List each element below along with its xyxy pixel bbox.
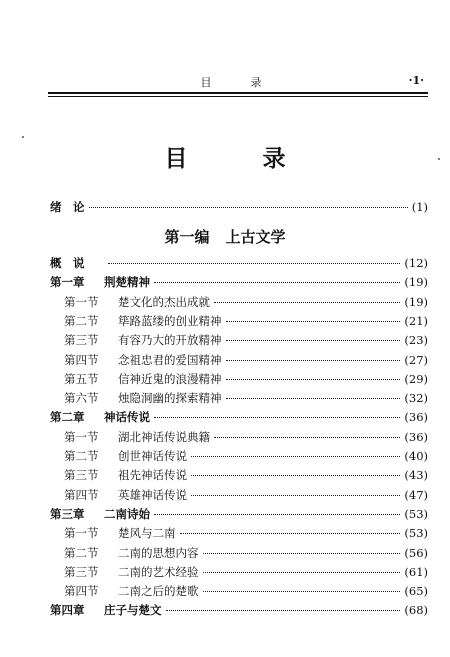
toc-entry-number: 第二章 xyxy=(50,410,85,425)
toc-entry-title: 神话传说 xyxy=(104,410,150,425)
scan-speck xyxy=(22,136,24,138)
toc-entry-label xyxy=(50,254,104,272)
toc-entry-page: (47) xyxy=(404,487,428,502)
toc-entry-title: 英雄神话传说 xyxy=(118,487,187,502)
toc-entry-page: (61) xyxy=(404,564,428,579)
toc-entry-page: (36) xyxy=(404,429,428,444)
toc-entry-title: 荆楚精神 xyxy=(104,275,150,290)
toc-entry-title: 创世神话传说 xyxy=(118,449,187,463)
toc-entry-number: 第一节 xyxy=(64,294,99,309)
toc-entry-title: 二南之后的楚歌 xyxy=(118,584,199,599)
toc-entry-label xyxy=(50,466,187,484)
toc-entry-label xyxy=(50,312,222,330)
part-heading xyxy=(0,226,450,247)
toc-entry-number: 第五节 xyxy=(64,371,99,386)
toc-leader xyxy=(108,263,400,264)
toc-entry-number: 第三节 xyxy=(64,564,99,579)
toc-entry-number: 概 说 xyxy=(50,256,85,270)
toc-entry-title: 筚路蓝缕的创业精神 xyxy=(118,313,222,328)
toc-section-row[interactable] xyxy=(50,351,428,369)
toc-leader xyxy=(166,610,401,611)
toc-entry-page: (29) xyxy=(404,371,428,386)
toc-entry-page: (53) xyxy=(404,506,428,521)
toc-leader xyxy=(203,591,401,592)
toc-entry-title: 二南诗始 xyxy=(104,506,150,521)
toc-entry-label xyxy=(50,447,187,465)
toc-section-row[interactable] xyxy=(50,447,428,465)
toc-entry-number: 第二节 xyxy=(64,545,99,560)
toc-section-row[interactable] xyxy=(50,466,428,484)
toc-entry-label xyxy=(50,351,222,369)
toc-entry-title: 信神近鬼的浪漫精神 xyxy=(118,371,222,386)
toc-leader xyxy=(154,514,400,515)
toc-entry-page: (23) xyxy=(404,333,428,348)
toc-entry-number: 第三节 xyxy=(64,333,99,348)
toc-leader xyxy=(226,321,401,322)
toc-entry-title: 二南的艺术经验 xyxy=(118,564,199,579)
toc-leader xyxy=(180,533,401,534)
toc-leader xyxy=(226,360,401,361)
toc-entry-title: 庄子与楚文 xyxy=(104,603,162,618)
toc-entry-page: (56) xyxy=(404,545,428,560)
toc-leader xyxy=(89,207,408,208)
toc-section-row[interactable] xyxy=(50,582,428,600)
toc-entry-label xyxy=(50,273,150,291)
toc-entry-number: 第四节 xyxy=(64,584,99,599)
toc-entry-number: 第一节 xyxy=(64,429,99,444)
toc-entry-label xyxy=(50,524,176,542)
toc-entry-number: 第六节 xyxy=(64,391,99,406)
toc-leader xyxy=(203,553,401,554)
toc-chapter-row[interactable] xyxy=(50,505,428,523)
toc-section-row[interactable] xyxy=(50,331,428,349)
toc-section-row[interactable] xyxy=(50,389,428,407)
toc-leader xyxy=(191,456,400,457)
toc-entry-title: 楚风与二南 xyxy=(118,526,176,541)
toc-entry-title: 楚文化的杰出成就 xyxy=(118,294,210,309)
page-title: 目 录 xyxy=(164,145,312,172)
toc-entry-title: 祖先神话传说 xyxy=(118,468,187,483)
toc-entry-label xyxy=(50,601,162,619)
toc-entry-page: (19) xyxy=(404,275,428,290)
toc-section-row[interactable] xyxy=(50,370,428,388)
toc-entry-title: 念祖忠君的爱国精神 xyxy=(118,352,222,367)
toc-section-row[interactable] xyxy=(50,486,428,504)
toc-entry-page: (68) xyxy=(404,603,428,618)
toc-section-row[interactable] xyxy=(50,524,428,542)
toc-leader xyxy=(214,437,400,438)
toc-entry-page: (65) xyxy=(404,584,428,599)
toc-leader xyxy=(191,475,400,476)
toc-intro-label: 绪 论 xyxy=(50,200,85,214)
toc-entry-number: 第二节 xyxy=(64,449,99,463)
toc-section-row[interactable] xyxy=(50,428,428,446)
toc-entry-number: 第一节 xyxy=(64,526,99,541)
toc-chapter-row[interactable] xyxy=(50,254,428,272)
toc-entry-label xyxy=(50,563,199,581)
toc-entry-number: 第四节 xyxy=(64,487,99,502)
toc-intro[interactable] xyxy=(50,198,428,216)
toc-entry-label xyxy=(50,582,199,600)
toc-entry-page: (43) xyxy=(404,468,428,483)
toc-entry-title: 二南的思想内容 xyxy=(118,545,199,560)
toc-entry-label xyxy=(50,389,222,407)
toc-entry-page: (53) xyxy=(404,526,428,541)
toc-leader xyxy=(226,379,401,380)
part-name: 上古文学 xyxy=(225,228,286,246)
toc-entry-number: 第二节 xyxy=(64,313,99,328)
toc-entry-page: (12) xyxy=(404,256,428,270)
header-rule-thin xyxy=(48,96,428,97)
toc-leader xyxy=(154,282,400,283)
toc-entry-label xyxy=(50,544,199,562)
toc-leader xyxy=(226,398,401,399)
part-number: 第一编 xyxy=(164,228,210,246)
toc-leader xyxy=(214,302,400,303)
toc-section-row[interactable] xyxy=(50,563,428,581)
toc-section-row[interactable] xyxy=(50,544,428,562)
header-rule xyxy=(48,92,428,94)
toc-entry-number: 第三节 xyxy=(64,468,99,483)
toc-entry-number: 第三章 xyxy=(50,506,85,521)
toc-entry-page: (36) xyxy=(404,410,428,425)
toc-entry-label xyxy=(50,428,210,446)
toc-entry-number: 第四节 xyxy=(64,352,99,367)
scan-speck xyxy=(438,158,440,160)
toc-entry-label xyxy=(50,331,222,349)
toc-leader xyxy=(226,340,401,341)
toc-entry-label xyxy=(50,486,187,504)
toc-entry-number: 第一章 xyxy=(50,275,85,290)
toc-leader xyxy=(191,495,400,496)
toc-section-row[interactable] xyxy=(50,312,428,330)
page-header xyxy=(48,72,428,92)
toc-chapter-row[interactable] xyxy=(50,601,428,619)
toc-entry-label xyxy=(50,505,150,523)
toc-entry-page: (32) xyxy=(404,391,428,406)
toc-entry-page: (19) xyxy=(404,294,428,309)
toc-entry-title: 烛隐洞幽的探索精神 xyxy=(118,391,222,406)
toc-chapter-row[interactable] xyxy=(50,273,428,291)
toc-entry-page: (27) xyxy=(404,352,428,367)
toc-entry-number: 第四章 xyxy=(50,603,85,618)
toc-section-row[interactable] xyxy=(50,293,428,311)
toc-entry-page: (40) xyxy=(404,449,428,463)
toc-entry-label xyxy=(50,408,150,426)
toc-entry-title: 湖北神话传说典籍 xyxy=(118,429,210,444)
toc-entry-label xyxy=(50,293,210,311)
toc-chapter-row[interactable] xyxy=(50,408,428,426)
toc-entry-title: 有容乃大的开放精神 xyxy=(118,333,222,348)
page-number: ·1· xyxy=(408,74,424,87)
toc-entry-page: (21) xyxy=(404,313,428,328)
toc-leader xyxy=(203,572,401,573)
toc-intro-page: (1) xyxy=(411,200,428,214)
running-title: 目 录 xyxy=(200,76,276,89)
toc-leader xyxy=(154,417,400,418)
toc-entry-label xyxy=(50,370,222,388)
